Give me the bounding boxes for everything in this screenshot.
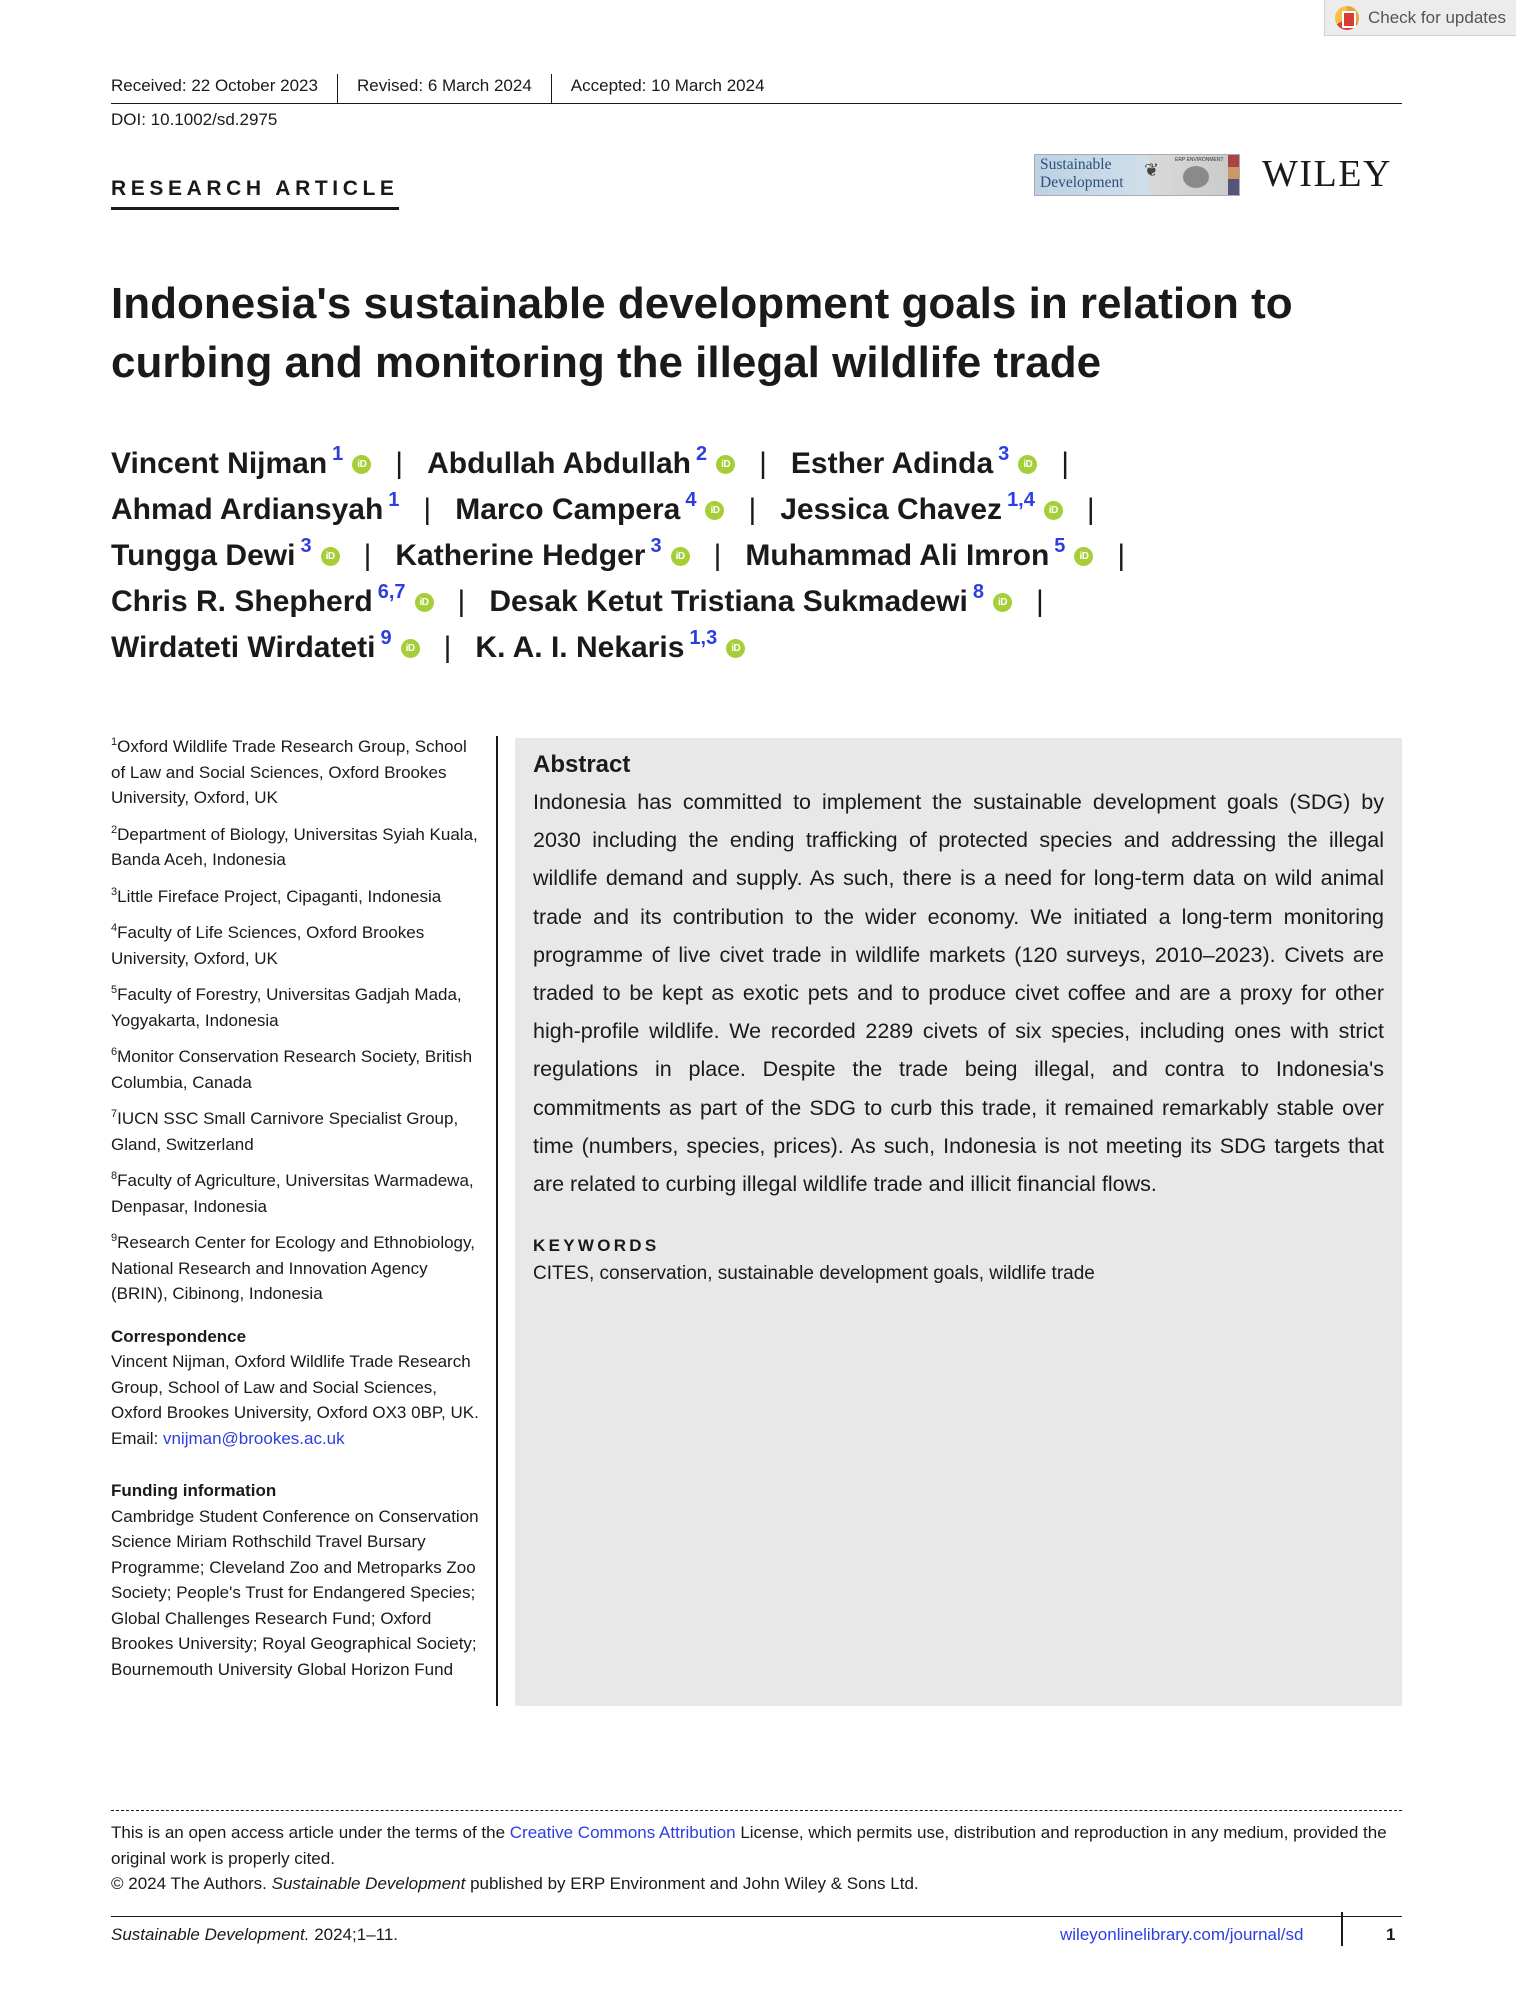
affiliation-text: Faculty of Life Sciences, Oxford Brookes University, Oxford, UK [111, 923, 425, 968]
footer-divider [111, 1916, 1402, 1917]
author [489, 580, 1012, 619]
column-divider [496, 736, 498, 1706]
author-name: Chris R. Shepherd [111, 585, 373, 618]
orcid-icon[interactable]: iD [1018, 455, 1037, 474]
journal-url-link[interactable]: wileyonlinelibrary.com/journal/sd [1060, 1925, 1304, 1944]
affiliation-item [111, 916, 483, 971]
affiliation-number: 2 [111, 823, 118, 836]
author [790, 442, 1037, 481]
funding-heading: Funding information [111, 1481, 277, 1500]
orcid-icon[interactable]: iD [352, 455, 371, 474]
orcid-icon[interactable]: iD [1044, 501, 1063, 520]
author-list [111, 441, 1402, 671]
check-updates-label: Check for updates [1368, 7, 1506, 27]
author [427, 442, 735, 481]
author-name: Wirdateti Wirdateti [111, 631, 376, 664]
affiliation-text: Department of Biology, Universitas Syiah Kuala, Banda Aceh, Indonesia [111, 824, 478, 869]
author-separator: | [1035, 585, 1044, 618]
affiliation-item [111, 1164, 483, 1219]
abstract-box [515, 738, 1402, 1706]
affiliation-superscript[interactable]: 3 [998, 442, 1010, 465]
author-separator: | [1117, 539, 1126, 572]
author-name: Muhammad Ali Imron [745, 539, 1050, 572]
affiliation-item [111, 1040, 483, 1095]
author-separator: | [1061, 447, 1070, 480]
license-text-part2: License, which permits use, distribution and reproduction in any medium, provided the original work is properly cited. [111, 1823, 1387, 1868]
author-separator: | [395, 447, 404, 480]
article-info-column [111, 730, 483, 1682]
correspondence-heading: Correspondence [111, 1326, 247, 1346]
copyright-journal: Sustainable Development [271, 1874, 466, 1893]
bookmark-icon [1335, 6, 1359, 30]
license-text [111, 1820, 1402, 1871]
affiliation-number: 9 [111, 1232, 118, 1244]
affiliation-item [111, 818, 483, 873]
author-name: Desak Ketut Tristiana Sukmadewi [489, 585, 968, 618]
author-name: Vincent Nijman [111, 447, 328, 480]
author-separator: | [748, 493, 757, 526]
funding-text: Cambridge Student Conference on Conservation Science Miriam Rothschild Travel Bursary Programme; Cleveland Zoo and Metroparks Zoo Society; People's Trust for Endangered Species; Global Challenges Research Fund; Oxford Brookes University; Royal Geographical Society; Bournemouth University Global Horizon Fund [111, 1506, 479, 1679]
author-line [111, 441, 1402, 487]
check-for-updates-button[interactable] [1324, 0, 1516, 36]
author-line [111, 533, 1402, 579]
publisher-logo: WILEY [1262, 153, 1392, 195]
affiliation-number: 8 [111, 1170, 118, 1182]
affiliation-item [111, 730, 483, 811]
accepted-date: Accepted: 10 March 2024 [551, 74, 784, 103]
email-link[interactable]: vnijman@brookes.ac.uk [162, 1428, 345, 1448]
license-notice [111, 1820, 1402, 1897]
affiliation-text: Monitor Conservation Research Society, British Columbia, Canada [111, 1047, 473, 1092]
affiliation-item [111, 880, 483, 910]
journal-logo-line2: Development [1040, 174, 1124, 191]
author [111, 534, 340, 573]
affiliation-superscript[interactable]: 5 [1054, 534, 1066, 557]
journal-logo-publisher-tag: ERP ENVIRONMENT [1175, 157, 1224, 163]
footer-citation [111, 1925, 398, 1945]
orcid-icon[interactable]: iD [671, 547, 690, 566]
affiliation-number: 6 [111, 1046, 118, 1058]
revised-date: Revised: 6 March 2024 [337, 74, 551, 103]
affiliation-item [111, 978, 483, 1033]
affiliation-number: 7 [111, 1108, 118, 1120]
email-label: Email: [111, 1428, 163, 1448]
article-title: Indonesia's sustainable development goals in relation to curbing and monitoring the illegal wildlife trade [111, 279, 1293, 387]
affiliation-superscript[interactable]: 1 [388, 488, 400, 511]
article-type: RESEARCH ARTICLE [111, 177, 399, 210]
author-name: Tungga Dewi [111, 539, 296, 572]
orcid-icon[interactable]: iD [993, 593, 1012, 612]
copyright-line [111, 1871, 1402, 1897]
author-name: Marco Campera [455, 493, 681, 526]
journal-logo [1034, 154, 1240, 196]
abstract-text: Indonesia has committed to implement the sustainable development goals (SDG) by 2030 including the ending trafficking of protected species and addressing the illegal wildlife demand and supply. As such, there is a need for long-term data on wild animal trade and its contribution to the wider economy. We initiated a long-term monitoring programme of live civet trade in wildlife markets (120 surveys, 2010–2023). Civets are traded to be kept as exotic pets and to produce civet coffee and are a proxy for other high-profile wildlife. We recorded 2289 civets of six species, including ones with strict regulations in place. Despite the trade being illegal, and contra to Indonesia's commitments as part of the SDG to curb this trade, it remained remarkably stable over time (numbers, species, prices). As such, Indonesia is not meeting its SDG targets that are related to curbing illegal wildlife trade and illicit financial flows. [533, 790, 1384, 1197]
author-line [111, 579, 1402, 625]
affiliation-superscript[interactable]: 8 [972, 580, 984, 603]
affiliation-superscript[interactable]: 3 [300, 534, 312, 557]
affiliation-item [111, 1102, 483, 1157]
copyright-prefix: © 2024 The Authors. [111, 1874, 272, 1893]
affiliation-superscript[interactable]: 1,3 [689, 626, 718, 649]
author-name: Ahmad Ardiansyah [111, 493, 384, 526]
orcid-icon[interactable]: iD [321, 547, 340, 566]
author [111, 488, 400, 527]
author-separator: | [443, 631, 452, 664]
affiliation-number: 4 [111, 922, 118, 934]
affiliation-number: 5 [111, 984, 118, 996]
doi: DOI: 10.1002/sd.2975 [111, 110, 278, 129]
affiliation-text: Little Fireface Project, Cipaganti, Indonesia [117, 886, 442, 906]
author [780, 488, 1063, 527]
publication-dates [111, 74, 1402, 104]
copyright-suffix: published by ERP Environment and John Wiley & Sons Ltd. [465, 1874, 919, 1893]
affiliation-superscript[interactable]: 1,4 [1007, 488, 1035, 511]
orcid-icon[interactable]: iD [726, 639, 745, 658]
orcid-icon[interactable]: iD [1074, 547, 1093, 566]
affiliation-superscript[interactable]: 3 [650, 534, 662, 557]
footer-journal: Sustainable Development. [111, 1925, 310, 1944]
affiliation-text: Research Center for Ecology and Ethnobiology, National Research and Innovation Agency (BRIN), Cibinong, Indonesia [111, 1233, 475, 1303]
keywords-text: CITES, conservation, sustainable development goals, wildlife trade [533, 1263, 1095, 1285]
author-separator: | [713, 539, 722, 572]
orcid-icon[interactable]: iD [716, 455, 735, 474]
affiliation-text: Faculty of Forestry, Universitas Gadjah Mada, Yogyakarta, Indonesia [111, 985, 462, 1030]
affiliation-superscript[interactable]: 4 [685, 488, 697, 511]
author-separator: | [457, 585, 466, 618]
affiliation-text: Faculty of Agriculture, Universitas Warmadewa, Denpasar, Indonesia [111, 1171, 474, 1216]
orcid-icon[interactable]: iD [415, 593, 434, 612]
affiliation-text: Oxford Wildlife Trade Research Group, School of Law and Social Sciences, Oxford Brookes University, Oxford, UK [111, 737, 467, 807]
author [395, 534, 689, 573]
author-separator: | [363, 539, 372, 572]
author-line [111, 487, 1402, 533]
author-line [111, 625, 1402, 671]
author-name: Esther Adinda [790, 447, 994, 480]
emblem-icon [1183, 166, 1209, 188]
keywords-heading: KEYWORDS [533, 1236, 660, 1256]
page-number: 1 [1386, 1925, 1396, 1944]
license-divider [111, 1810, 1402, 1811]
author-name: K. A. I. Nekaris [475, 631, 685, 664]
affiliation-superscript[interactable]: 9 [380, 626, 392, 649]
author-separator: | [423, 493, 432, 526]
abstract-heading: Abstract [533, 751, 631, 778]
journal-logo-line1: Sustainable [1040, 156, 1112, 173]
author [455, 488, 724, 527]
affiliation-number: 3 [111, 885, 118, 898]
correspondence-email-line [111, 1426, 483, 1452]
affiliation-superscript[interactable]: 1 [332, 442, 344, 465]
footer-volume: 2024;1–11. [309, 1925, 399, 1944]
received-date: Received: 22 October 2023 [111, 76, 318, 95]
affiliation-superscript[interactable]: 2 [695, 442, 708, 465]
orcid-icon[interactable]: iD [705, 501, 724, 520]
correspondence-text: Vincent Nijman, Oxford Wildlife Trade Research Group, School of Law and Social Sciences, Oxford Brookes University, Oxford OX3 0BP, UK. [111, 1352, 479, 1422]
author-name: Katherine Hedger [395, 539, 646, 572]
creative-commons-link[interactable]: Creative Commons Attribution [509, 1823, 736, 1842]
footer-separator [1341, 1912, 1343, 1946]
affiliation-text: IUCN SSC Small Carnivore Specialist Group, Gland, Switzerland [111, 1109, 459, 1154]
author [745, 534, 1093, 573]
affiliation-item [111, 1226, 483, 1307]
affiliation-number: 1 [111, 736, 118, 748]
author-separator: | [759, 447, 767, 480]
affiliation-list [111, 730, 483, 1307]
author-name: Abdullah Abdullah [427, 447, 691, 480]
author [111, 442, 371, 481]
author-name: Jessica Chavez [780, 493, 1003, 526]
affiliation-superscript[interactable]: 6,7 [377, 580, 406, 603]
orcid-icon[interactable]: iD [401, 639, 420, 658]
author-separator: | [1086, 493, 1095, 526]
cover-strip [1228, 155, 1239, 195]
author [111, 626, 420, 665]
butterfly-icon: ❦ [1144, 160, 1160, 180]
license-text-part1: This is an open access article under the terms of the [111, 1823, 510, 1842]
author [111, 580, 434, 619]
author [475, 626, 745, 665]
